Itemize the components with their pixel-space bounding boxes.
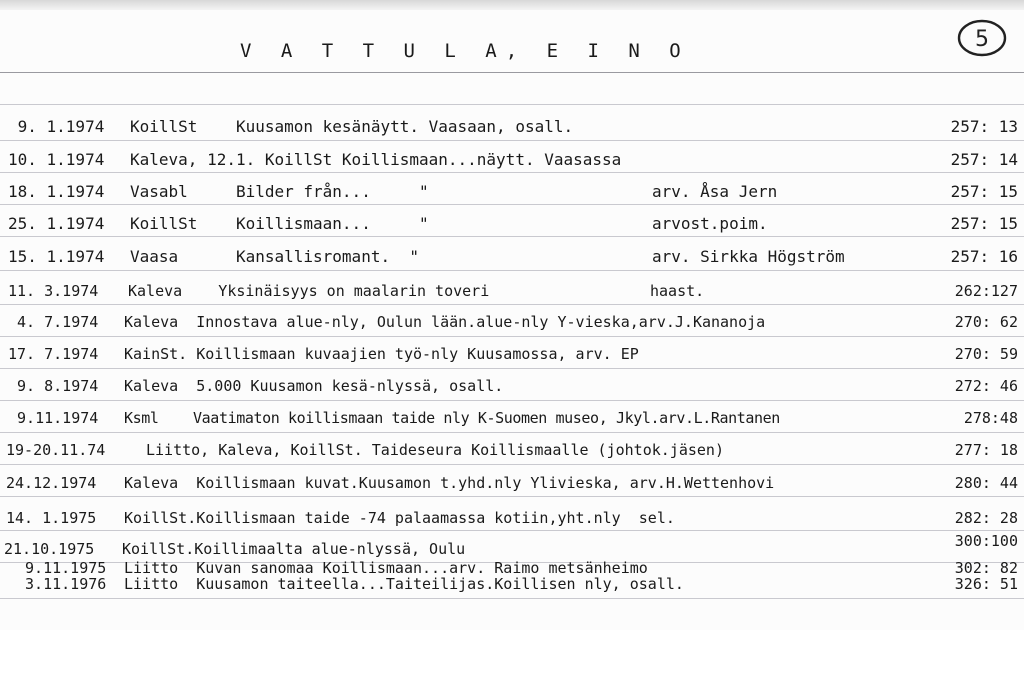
entry-row <box>0 211 1024 237</box>
entry-ref: 282: 28 <box>954 509 1018 527</box>
entry-date: 21.10.1975 <box>4 540 95 558</box>
entry-note: arv. Sirkka Högström <box>652 247 845 266</box>
entry-ref: 302: 82 <box>954 559 1018 577</box>
entry-ref: 280: 44 <box>954 474 1018 492</box>
entry-row <box>0 309 1024 335</box>
entry-ref: 257: 13 <box>950 117 1018 136</box>
entry-text: KainSt. Koillismaan kuvaajien työ-nly Kuusamossa, arv. EP <box>124 345 639 363</box>
entry-date: 14. 1.1975 <box>6 509 97 527</box>
entry-row <box>0 114 1024 140</box>
entry-ref: 300:100 <box>954 532 1018 550</box>
entry-date: 19-20.11.74 <box>6 441 106 459</box>
entry-date: 3.11.1976 <box>16 575 107 593</box>
rule-line <box>0 400 1024 401</box>
header-rule <box>0 72 1024 73</box>
entry-ref: 272: 46 <box>954 377 1018 395</box>
rule-line <box>0 336 1024 337</box>
entry-text: Ksml Vaatimaton koillismaan taide nly K-Suomen museo, Jkyl.arv.L.Rantanen <box>124 409 780 427</box>
card-top-edge <box>0 0 1024 10</box>
entry-date: 9.11.1974 <box>8 409 99 427</box>
entry-text: Kaleva, 12.1. KoillSt Koillismaan...näytt. Vaasassa <box>130 150 622 169</box>
entry-ref: 257: 16 <box>950 247 1018 266</box>
entry-note: arvost.poim. <box>652 214 768 233</box>
entry-date: 4. 7.1974 <box>8 313 99 331</box>
entry-ref: 257: 15 <box>950 214 1018 233</box>
rule-line <box>0 304 1024 305</box>
entry-row <box>0 341 1024 367</box>
circled-card-number <box>956 18 1008 58</box>
entry-row <box>0 179 1024 205</box>
entry-row <box>0 373 1024 399</box>
entry-date: 18. 1.1974 <box>8 182 105 201</box>
entry-date: 17. 7.1974 <box>8 345 99 363</box>
entry-text: Liitto, Kaleva, KoillSt. Taideseura Koillismaalle (johtok.jäsen) <box>146 441 724 459</box>
card-number: 5 <box>975 27 989 52</box>
entry-date: 9.11.1975 <box>16 559 107 577</box>
entry-row <box>0 574 1024 594</box>
entry-ref: 278:48 <box>963 409 1018 427</box>
entry-ref: 270: 59 <box>954 345 1018 363</box>
entry-row <box>0 278 1024 304</box>
entry-ref: 326: 51 <box>954 575 1018 593</box>
entry-text: Kaleva Yksinäisyys on maalarin toveri <box>128 282 490 300</box>
entry-ref: 262:127 <box>954 282 1018 300</box>
entry-ref: 257: 14 <box>950 150 1018 169</box>
entry-text: Vasabl Bilder från... " <box>130 182 429 201</box>
entry-date: 9. 1.1974 <box>8 117 105 136</box>
entry-ref: 277: 18 <box>954 441 1018 459</box>
rule-line <box>0 464 1024 465</box>
entry-row <box>0 244 1024 270</box>
entry-note: haast. <box>650 282 705 300</box>
entry-row <box>0 437 1024 463</box>
entry-text: Kaleva Innostava alue-nly, Oulun lään.alue-nly Y-vieska,arv.J.Kananoja <box>124 313 766 331</box>
rule-line <box>0 368 1024 369</box>
rule-line <box>0 104 1024 105</box>
card-title: V A T T U L A, E I N O <box>240 40 690 62</box>
entry-note: arv. Åsa Jern <box>652 182 778 201</box>
entry-date: 9. 8.1974 <box>8 377 99 395</box>
entry-date: 24.12.1974 <box>6 474 97 492</box>
entry-text: Vaasa Kansallisromant. " <box>130 247 419 266</box>
entry-ref: 270: 62 <box>954 313 1018 331</box>
entry-text: Kaleva 5.000 Kuusamon kesä-nlyssä, osall. <box>124 377 504 395</box>
entry-text: KoillSt.Koillimaalta alue-nlyssä, Oulu <box>122 540 466 558</box>
rule-line <box>0 598 1024 599</box>
entry-date: 25. 1.1974 <box>8 214 105 233</box>
entry-row <box>0 470 1024 496</box>
entry-date: 15. 1.1974 <box>8 247 105 266</box>
entry-text: Kaleva Koillismaan kuvat.Kuusamon t.yhd.nly Ylivieska, arv.H.Wettenhovi <box>124 474 775 492</box>
entry-row <box>0 405 1024 431</box>
rule-line <box>0 140 1024 141</box>
rule-line <box>0 270 1024 271</box>
rule-line <box>0 496 1024 497</box>
entry-row <box>0 147 1024 173</box>
entry-date: 11. 3.1974 <box>8 282 99 300</box>
entry-row <box>0 505 1024 531</box>
entry-text: Liitto Kuvan sanomaa Koillismaan...arv. Raimo metsänheimo <box>124 559 648 577</box>
entry-text: KoillSt Kuusamon kesänäytt. Vaasaan, osall. <box>130 117 574 136</box>
entry-text: Liitto Kuusamon taiteella...Taiteilijas.Koillisen nly, osall. <box>124 575 684 593</box>
entry-text: KoillSt.Koillismaan taide -74 palaamassa kotiin,yht.nly sel. <box>124 509 675 527</box>
entry-date: 10. 1.1974 <box>8 150 105 169</box>
entry-text: KoillSt Koillismaan... " <box>130 214 429 233</box>
rule-line <box>0 432 1024 433</box>
entry-ref: 257: 15 <box>950 182 1018 201</box>
